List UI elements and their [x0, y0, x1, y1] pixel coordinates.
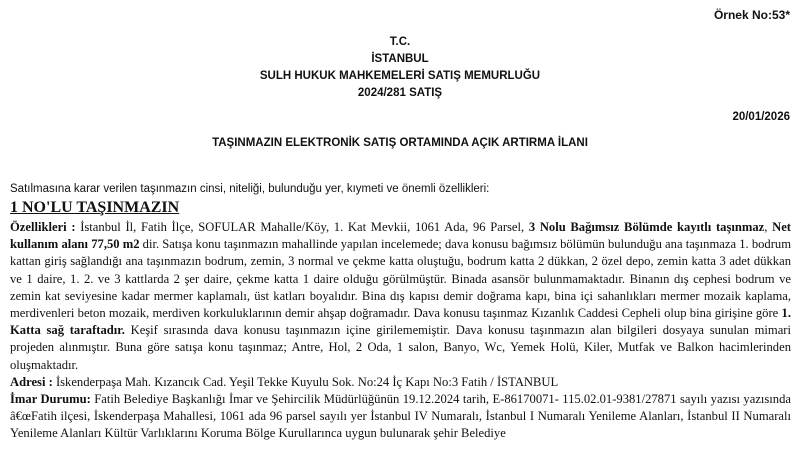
features-label: Özellikleri : — [10, 220, 76, 234]
header-line-city: İSTANBUL — [371, 53, 429, 65]
property-description — [10, 219, 791, 443]
features-bold-unit: 3 Nolu Bağımsız Bölümde kayıtlı taşınmaz — [528, 220, 765, 234]
address-paragraph — [10, 374, 791, 391]
address-label: Adresi : — [10, 374, 53, 389]
notice-title: TAŞINMAZIN ELEKTRONİK SATIŞ ORTAMINDA AÇIK ARTIRMA İLANI — [212, 137, 588, 149]
features-text-2: , — [764, 220, 773, 234]
features-bold-area: Net kullanım alanı 77,50 m2 — [10, 220, 791, 252]
header-line-tc: T.C. — [389, 36, 411, 48]
features-text-4: Keşif sırasında dava konusu taşınmazın içine girilememiştir. Dava konusu taşınmazın alan bilgileri dosyaya sunulan mimari projeden alınmıştır. Buna göre satışa konu taşınmaz; Antre, Hol, 2 Oda, 1 salon, Banyo, Wc, Yemek Holü, Kiler, Mutfak ve Balkon hacimlerinden oluşmaktadır. — [10, 323, 791, 372]
header-line-case: 2024/281 SATIŞ — [357, 87, 443, 99]
form-number: Örnek No:53* — [713, 8, 790, 22]
notice-date: 20/01/2026 — [732, 111, 790, 123]
features-text-3: dir. Satışa konu taşınmazın mahallinde yapılan incelemede; dava konusu bağımsız bölümün bulunduğu ana taşınmaza 1. bodrum kattan giriş sağlandığı ana taşınmazın bodrum, zemin, 3 normal ve çekme katta oluştuğu, bodrum katta 2 dükkan, 2 özel depo, zemin katta 3 adet dükkan ve 1 daire, 1. 2. ve 3 kattlarda 2 şer daire, çekme katta 1 daire olduğu görülmüştür. Binada asansör bulunmamaktadır. Binanın dış cephesi bodrum ve zemin kat seviyesine kadar mermer kaplamalı, üst katları boyalıdır. Bina dış kapısı demir doğrama kapı, bina içi sahanlıkları mermer mozaik kaplama, merdivenleri beton mozaik, merdiven korkuluklarının demir ahşap doğramadır. Dava konusu taşınmaz Kızanlık Caddesi Cepheli olup bina girişine göre — [10, 237, 791, 321]
features-text-1: İstanbul İl, Fatih İlçe, SOFULAR Mahalle/Köy, 1. Kat Mevkii, 1061 Ada, 96 Parsel, — [75, 220, 529, 234]
intro-text: Satılmasına karar verilen taşınmazın cinsi, niteliği, bulunduğu yer, kıymeti ve önemli özellikleri: — [10, 183, 490, 195]
section-heading: 1 NO'LU TAŞINMAZIN — [10, 199, 180, 216]
zoning-paragraph — [10, 391, 791, 443]
features-bold-floor: 1. Katta sağ taraftadır. — [10, 306, 791, 338]
address-text: İskenderpaşa Mah. Kızancık Cad. Yeşil Tekke Kuyulu Sok. No:24 İç Kapı No:3 Fatih / İSTANBUL — [52, 374, 559, 389]
zoning-text: Fatih Belediye Başkanlığı İmar ve Şehircilik Müdürlüğünün 19.12.2024 tarih, E-86170071- 115.02.01-9381/27871 sayılı yazısı yazısında â€œFatih ilçesi, İskenderpaşa Mahallesi, 1061 ada 96 parsel sayılı yer İstanbul IV Numaralı, İstanbul I Numaralı Yenileme Alanları, İstanbul II Numaralı Yenileme Alanları Kültür Varlıklarını Koruma Bölge Kurullarınca uygun bulunarak şehir Belediye — [10, 392, 791, 441]
zoning-label: İmar Durumu: — [10, 392, 91, 407]
header-line-office: SULH HUKUK MAHKEMELERİ SATIŞ MEMURLUĞU — [259, 70, 541, 82]
features-paragraph — [10, 219, 791, 374]
court-header — [0, 34, 800, 102]
